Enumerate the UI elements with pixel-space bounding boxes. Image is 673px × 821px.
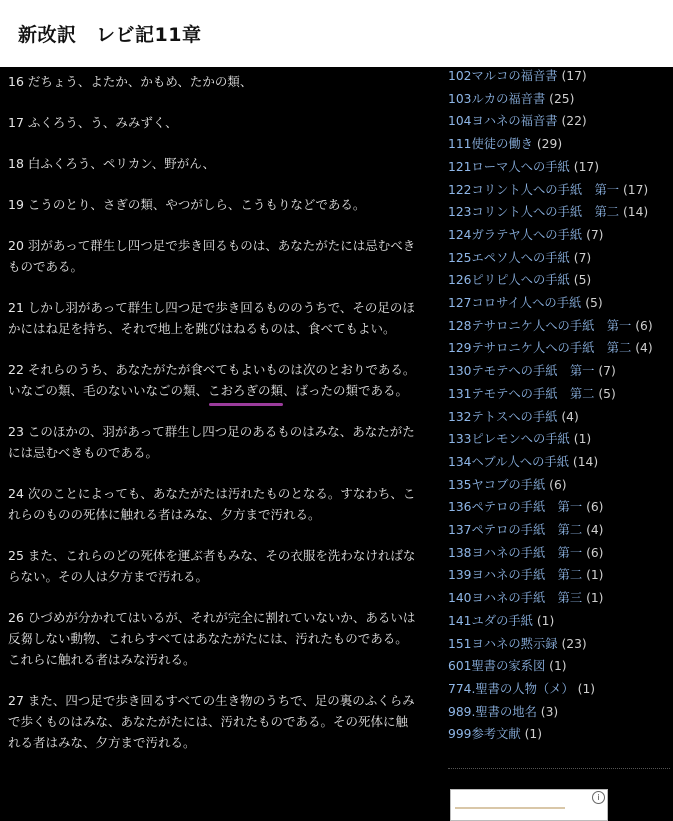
- page-title: 新改訳 レビ記11章: [18, 24, 202, 46]
- category-item: [448, 201, 673, 224]
- verse-text: 27 また、四つ足で歩き回るすべての生き物のうちで、足の裏のふくらみで歩くものはみな、あなたがたには、汚れたものである。その死体に触れる者はみな、夕方まで汚れる。: [8, 693, 415, 750]
- verse-text: 18 白ふくろう、ペリカン、野がん、: [8, 156, 216, 171]
- highlight-underline: [209, 403, 283, 406]
- verse-text: 17 ふくろう、う、みみずく、: [8, 115, 178, 130]
- category-item: [448, 65, 673, 88]
- category-link[interactable]: 131テモテへの手紙 第二: [448, 386, 595, 401]
- ad-content: [455, 795, 565, 809]
- category-link[interactable]: 139ヨハネの手紙 第二: [448, 568, 583, 583]
- verse-19: [8, 194, 418, 215]
- category-count: (17): [569, 159, 600, 174]
- category-count: (3): [536, 704, 559, 719]
- category-item: [448, 678, 673, 701]
- category-count: (25): [545, 91, 575, 106]
- category-item: [448, 587, 673, 610]
- category-link[interactable]: 140ヨハネの手紙 第三: [448, 591, 583, 606]
- verse-18: [8, 153, 418, 174]
- category-link[interactable]: 141ユダの手紙: [448, 613, 533, 628]
- category-item: [448, 224, 673, 247]
- highlighted-text: こおろぎの類: [208, 383, 284, 398]
- category-link[interactable]: 137ペテロの手紙 第二: [448, 523, 583, 538]
- category-link[interactable]: 989.聖書の地名: [448, 704, 537, 719]
- category-link[interactable]: 134ヘブル人への手紙: [448, 454, 569, 469]
- category-count: (23): [557, 636, 587, 651]
- verse-20: [8, 235, 418, 277]
- category-link[interactable]: 126ピリピ人への手紙: [448, 273, 570, 288]
- category-count: (1): [573, 681, 596, 696]
- category-item: [448, 247, 673, 270]
- verse-25: [8, 545, 418, 587]
- category-link[interactable]: 111使徒の働き: [448, 137, 533, 152]
- verse-26: [8, 607, 418, 670]
- category-item: [448, 269, 673, 292]
- category-link[interactable]: 135ヤコブの手紙: [448, 477, 546, 492]
- category-count: (14): [619, 205, 649, 220]
- category-item: [448, 655, 673, 678]
- category-link[interactable]: 104ヨハネの福音書: [448, 114, 558, 129]
- category-count: (22): [557, 114, 587, 129]
- category-count: (4): [582, 523, 604, 538]
- page-header: [0, 0, 673, 67]
- category-link[interactable]: 103ルカの福音書: [448, 91, 546, 106]
- category-item: [448, 633, 673, 656]
- category-count: (7): [569, 250, 592, 265]
- category-count: (29): [532, 137, 563, 152]
- category-count: (5): [569, 273, 592, 288]
- category-item: [448, 315, 673, 338]
- verse-text: 25 また、これらのどの死体を運ぶ者もみな、その衣服を洗わなければならない。その人は夕方まで汚れる。: [8, 548, 416, 584]
- category-count: (6): [545, 477, 567, 492]
- category-count: (14): [569, 454, 599, 469]
- highlighted-phrase: [208, 380, 283, 401]
- category-link[interactable]: 132テトスへの手紙: [448, 409, 558, 424]
- category-item: [448, 496, 673, 519]
- category-count: (1): [532, 613, 555, 628]
- verse-21: [8, 297, 418, 339]
- ad-banner[interactable]: [450, 789, 608, 821]
- category-count: (6): [582, 500, 604, 515]
- category-item: [448, 701, 673, 724]
- category-item: [448, 428, 673, 451]
- verse-22: [8, 359, 418, 401]
- category-count: (17): [557, 69, 587, 83]
- verse-text: 22 それらのうち、あなたがたが食べてもよいものは次のとおりである。いなごの類、毛のないいなごの類、: [8, 362, 416, 398]
- verse-text: 21 しかし羽があって群生し四つ足で歩き回るもののうちで、その足のほかにはね足を持ち、それで地上を跳びはねるものは、食べてもよい。: [8, 300, 415, 336]
- category-count: (6): [582, 545, 604, 560]
- verse-17: [8, 112, 418, 133]
- verse-24: [8, 483, 418, 525]
- category-item: [448, 723, 673, 746]
- category-count: (1): [545, 659, 567, 674]
- verse-text: 23 このほかの、羽があって群生し四つ足のあるものはみな、あなたがたには忌むべきものである。: [8, 424, 415, 460]
- category-count: (17): [619, 182, 649, 197]
- category-count: (1): [520, 727, 542, 742]
- sidebar-divider: [448, 768, 670, 769]
- category-item: [448, 156, 673, 179]
- category-link[interactable]: 125エペソ人への手紙: [448, 250, 570, 265]
- category-item: [448, 519, 673, 542]
- category-link[interactable]: 127コロサイ人への手紙: [448, 296, 582, 311]
- category-link[interactable]: 601聖書の家系図: [448, 659, 546, 674]
- category-item: [448, 451, 673, 474]
- category-item: [448, 360, 673, 383]
- category-count: (6): [631, 318, 653, 333]
- category-count: (1): [582, 568, 604, 583]
- category-item: [448, 610, 673, 633]
- verse-text: 26 ひづめが分かれてはいるが、それが完全に割れていないか、あるいは反芻しない動物、これらすべてはあなたがたには、汚れたものである。これらに触れる者はみな汚れる。: [8, 610, 416, 667]
- info-icon[interactable]: i: [592, 791, 605, 804]
- category-count: (5): [581, 296, 603, 311]
- category-item: [448, 383, 673, 406]
- category-link[interactable]: 123コリント人への手紙 第二: [448, 205, 620, 220]
- category-count: (1): [569, 432, 592, 447]
- category-count: (5): [594, 386, 616, 401]
- verse-16: [8, 71, 418, 92]
- category-link[interactable]: 128テサロニケ人への手紙 第一: [448, 318, 632, 333]
- category-count: (4): [557, 409, 579, 424]
- category-sidebar: [448, 67, 673, 803]
- category-link[interactable]: 124ガラテヤ人への手紙: [448, 227, 583, 242]
- verse-list: [8, 67, 418, 773]
- verse-text: 16 だちょう、よたか、かもめ、たかの類、: [8, 74, 253, 89]
- category-item: [448, 88, 673, 111]
- verse-text: 20 羽があって群生し四つ足で歩き回るものは、あなたがたには忌むべきものである。: [8, 238, 416, 274]
- category-link[interactable]: 138ヨハネの手紙 第一: [448, 545, 583, 560]
- verse-text: 24 次のことによっても、あなたがたは汚れたものとなる。すなわち、これらのものの死体に触れる者はみな、夕方まで汚れる。: [8, 486, 416, 522]
- category-list: [448, 65, 673, 746]
- category-count: (1): [582, 591, 604, 606]
- verse-text: 19 こうのとり、さぎの類、やつがしら、こうもりなどである。: [8, 197, 366, 212]
- category-count: (7): [582, 227, 604, 242]
- category-item: [448, 542, 673, 565]
- verse-23: [8, 421, 418, 463]
- category-item: [448, 292, 673, 315]
- category-link[interactable]: 136ペテロの手紙 第一: [448, 500, 583, 515]
- category-link[interactable]: 999参考文献: [448, 727, 521, 742]
- category-link[interactable]: 133ピレモンへの手紙: [448, 432, 570, 447]
- category-link[interactable]: 102マルコの福音書: [448, 69, 558, 83]
- category-item: [448, 179, 673, 202]
- category-link[interactable]: 122コリント人への手紙 第一: [448, 182, 620, 197]
- verse-27: [8, 690, 418, 753]
- category-item: [448, 406, 673, 429]
- category-item: [448, 110, 673, 133]
- category-item: [448, 474, 673, 497]
- category-item: [448, 133, 673, 156]
- verse-text-after: 、ばったの類である。: [283, 383, 409, 398]
- category-link[interactable]: 129テサロニケ人への手紙 第二: [448, 341, 632, 356]
- category-item: [448, 337, 673, 360]
- category-count: (7): [594, 364, 616, 379]
- category-link[interactable]: 774.聖書の人物（メ）: [448, 681, 574, 696]
- category-count: (4): [631, 341, 653, 356]
- category-link[interactable]: 121ローマ人への手紙: [448, 159, 570, 174]
- category-link[interactable]: 130テモテへの手紙 第一: [448, 364, 595, 379]
- category-item: [448, 564, 673, 587]
- category-link[interactable]: 151ヨハネの黙示録: [448, 636, 558, 651]
